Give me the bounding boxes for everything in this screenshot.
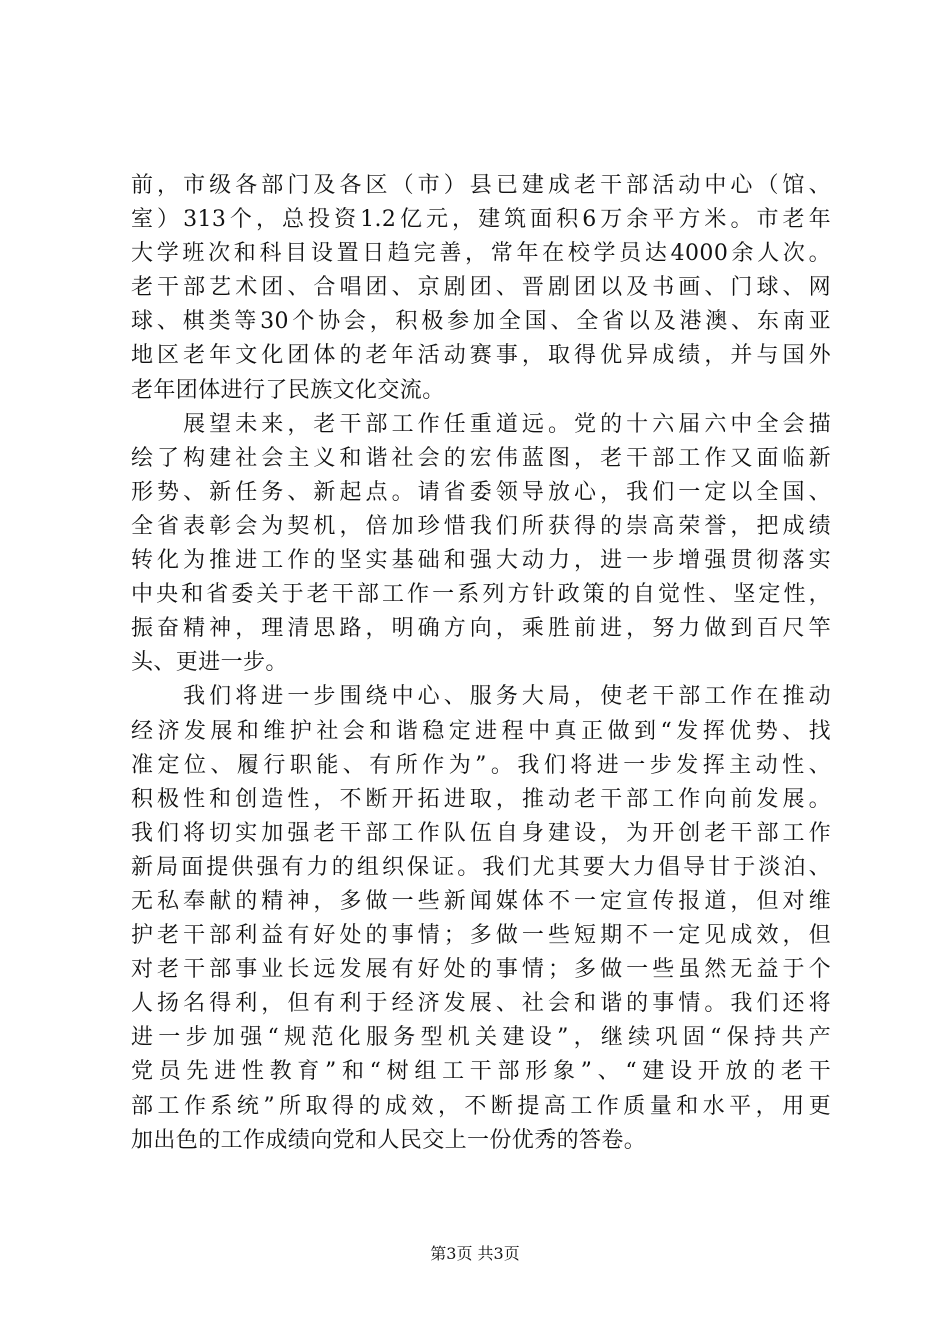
text-line: 我们将切实加强老干部工作队伍自身建设，为开创老干部工作	[131, 820, 831, 846]
text-line: 部工作系统”所取得的成效，不断提高工作质量和水平，用更	[131, 1093, 831, 1119]
text-line: 加出色的工作成绩向党和人民交上一份优秀的答卷。	[131, 1127, 647, 1153]
text-line: 地区老年文化团体的老年活动赛事，取得优异成绩，并与国外	[131, 343, 831, 369]
text-line: 护老干部利益有好处的事情；多做一些短期不一定见成效，但	[131, 923, 831, 949]
text-line: 积极性和创造性，不断开拓进取，推动老干部工作向前发展。	[131, 786, 831, 812]
text-line: 头、更进一步。	[131, 650, 288, 676]
text-line: 老年团体进行了民族文化交流。	[131, 377, 445, 403]
text-line: 形势、新任务、新起点。请省委领导放心，我们一定以全国、	[131, 479, 831, 505]
text-line: 展望未来，老干部工作任重道远。党的十六届六中全会描	[131, 411, 831, 437]
text-line: 我们将进一步围绕中心、服务大局，使老干部工作在推动	[131, 684, 831, 710]
text-line: 全省表彰会为契机，倍加珍惜我们所获得的崇高荣誉，把成绩	[131, 513, 831, 539]
text-line: 无私奉献的精神，多做一些新闻媒体不一定宣传报道，但对维	[131, 888, 831, 914]
text-line: 大学班次和科目设置日趋完善，常年在校学员达4000余人次。	[131, 241, 831, 267]
text-line: 人扬名得利，但有利于经济发展、社会和谐的事情。我们还将	[131, 991, 831, 1017]
text-line: 中央和省委关于老干部工作一系列方针政策的自觉性、坚定性，	[131, 582, 831, 608]
text-line: 转化为推进工作的坚实基础和强大动力，进一步增强贯彻落实	[131, 548, 831, 574]
text-line: 经济发展和维护社会和谐稳定进程中真正做到“发挥优势、找	[131, 718, 831, 744]
text-line: 前，市级各部门及各区（市）县已建成老干部活动中心（馆、	[131, 173, 831, 198]
text-line: 球、棋类等30个协会，积极参加全国、全省以及港澳、东南亚	[131, 309, 831, 335]
body-text	[131, 169, 831, 1158]
text-line: 准定位、履行职能、有所作为”。我们将进一步发挥主动性、	[131, 752, 831, 778]
text-line: 老干部艺术团、合唱团、京剧团、晋剧团以及书画、门球、网	[131, 275, 831, 301]
page-footer: 第3页 共3页	[430, 1244, 520, 1263]
text-line: 室）313个，总投资1.2亿元，建筑面积6万余平方米。市老年	[131, 207, 831, 233]
text-line: 党员先进性教育”和“树组工干部形象”、“建设开放的老干	[131, 1059, 831, 1085]
text-line: 新局面提供强有力的组织保证。我们尤其要大力倡导甘于淡泊、	[131, 854, 831, 880]
text-line: 进一步加强“规范化服务型机关建设”，继续巩固“保持共产	[131, 1025, 831, 1051]
text-line: 绘了构建社会主义和谐社会的宏伟蓝图，老干部工作又面临新	[131, 445, 831, 471]
text-line: 对老干部事业长远发展有好处的事情；多做一些虽然无益于个	[131, 957, 831, 983]
text-line: 振奋精神，理清思路，明确方向，乘胜前进，努力做到百尺竿	[131, 616, 831, 642]
